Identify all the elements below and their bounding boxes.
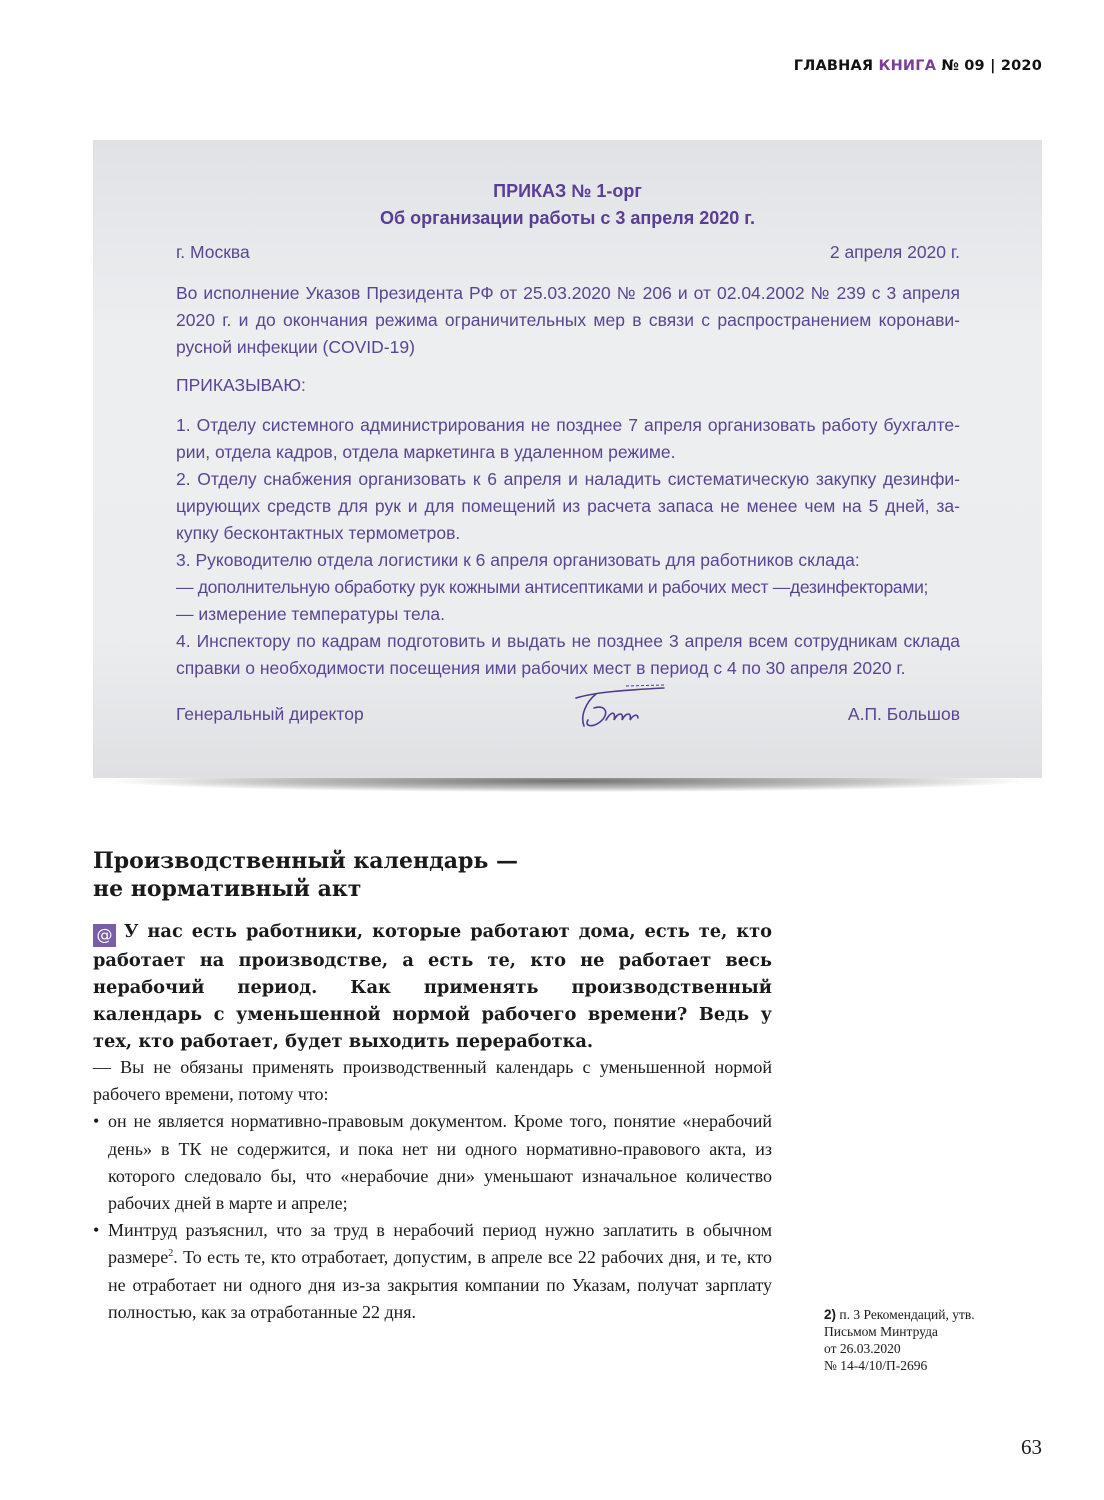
bullet-text: он не является нормативно-правовым документом. Кроме того, понятие «нерабочий день» в ТК не содержится, и пока нет ни одного нормативно-правового акта, из которого следовало бы, что «нерабочие дни» уменьшают изначальное количество рабочих дней в марте и апреле; [108,1111,772,1214]
order-command [176,372,960,399]
list-item [93,1217,772,1326]
footnote-line3: от 26.03.2020 [824,1341,901,1356]
answer-intro: — Вы не обязаны применять производственный календарь с уменьшенной нормой рабочего времени, потому что: [93,1057,772,1105]
order-place-date [176,242,960,263]
order-item: 2. Отделу снабжения организовать к 6 апреля и наладить систематическую закупку дезинфицирующих средств для рук и для помещений из расчета запаса не менее чем на 5 дней, закупку бесконтактных термометров. [176,469,960,543]
order-item: — дополнительную обработку рук кожными антисептиками и рабочих мест —дезинфекторами; [176,577,929,597]
article-title-line2: не нормативный акт [93,876,362,902]
issue-number: № 09 | 2020 [941,58,1042,74]
order-item: 4. Инспектору по кадрам подготовить и выдать не позднее 3 апреля всем сотрудникам склада справки о необходимости посещения ими рабочих мест в период с 4 по 30 апреля 2020 г. [176,631,960,678]
order-title-line2: Об организации работы с 3 апреля 2020 г. [380,208,755,228]
footnote-line4: № 14-4/10/П-2696 [824,1358,928,1373]
bullet-icon: • [93,1220,100,1241]
footnote-ref[interactable]: 2 [168,1248,174,1260]
answer-list [93,1108,772,1326]
order-signature-row [176,704,960,734]
order-command-text: ПРИКАЗЫВАЮ: [176,375,306,395]
bullet-text-part2: . То есть те, кто отработает, допустим, в апреле все 22 рабочих дня, и те, кто не отработает ни одного дня из-за закрытия компании по Указам, получат зарплату полностью, как за отработанные 22 дня. [108,1247,772,1322]
order-title [93,178,1042,232]
magazine-name-part1: ГЛАВНАЯ [793,58,874,74]
bullet-icon: • [93,1111,100,1132]
article-answer [93,1054,772,1326]
question-text: У нас есть работники, которые работают дома, есть те, кто работает на производстве, а есть те, кто не работает весь нерабочий период. Как применять производственный календарь с уменьшенной нормой рабочего времени? Ведь у тех, кто работает, будет выходить переработка. [93,921,772,1052]
footnote-number: 2) [824,1307,837,1322]
order-item: — измерение температуры тела. [176,604,446,624]
article-title-line1: Производственный календарь — [93,848,519,874]
signature-icon [566,680,676,740]
article-title [93,847,793,903]
order-item: 1. Отделу системного администрирования не позднее 7 апреля организовать работу бухгалтерии, отдела кадров, отдела маркетинга в удаленном режиме. [176,415,960,462]
magazine-header [794,58,1042,74]
magazine-name-part2: КНИГА [878,58,937,74]
bullet-text-part1: Минтруд разъяснил, что за труд в нерабочий период нужно заплатить в обычном размере [108,1220,772,1268]
signer-position: Генеральный директор [176,704,364,724]
order-city: г. Москва [176,242,250,262]
article-question [93,918,772,1055]
order-item: 3. Руководителю отдела логистики к 6 апреля организовать для работников склада: [176,550,860,570]
order-title-line1: ПРИКАЗ № 1-орг [493,181,642,201]
footnote-line2: Письмом Минтруда [824,1324,938,1339]
order-items [176,412,960,682]
order-date: 2 апреля 2020 г. [829,242,960,262]
list-item [93,1108,772,1217]
order-preamble [176,280,960,361]
at-icon: @ [93,924,116,947]
footnote-line1: п. 3 Рекомендаций, утв. [839,1307,975,1322]
order-document [93,140,1042,778]
order-preamble-text: Во исполнение Указов Президента РФ от 25.03.2020 № 206 и от 02.04.2002 № 239 с 3 апреля 2020 г. и до окончания режима ограничительных мер в связи с распространением коронавирусной инфекции (COVID-19) [176,283,960,357]
page-number: 63 [1021,1435,1042,1459]
signer-name: А.П. Большов [847,704,960,724]
footnote [824,1306,1024,1374]
